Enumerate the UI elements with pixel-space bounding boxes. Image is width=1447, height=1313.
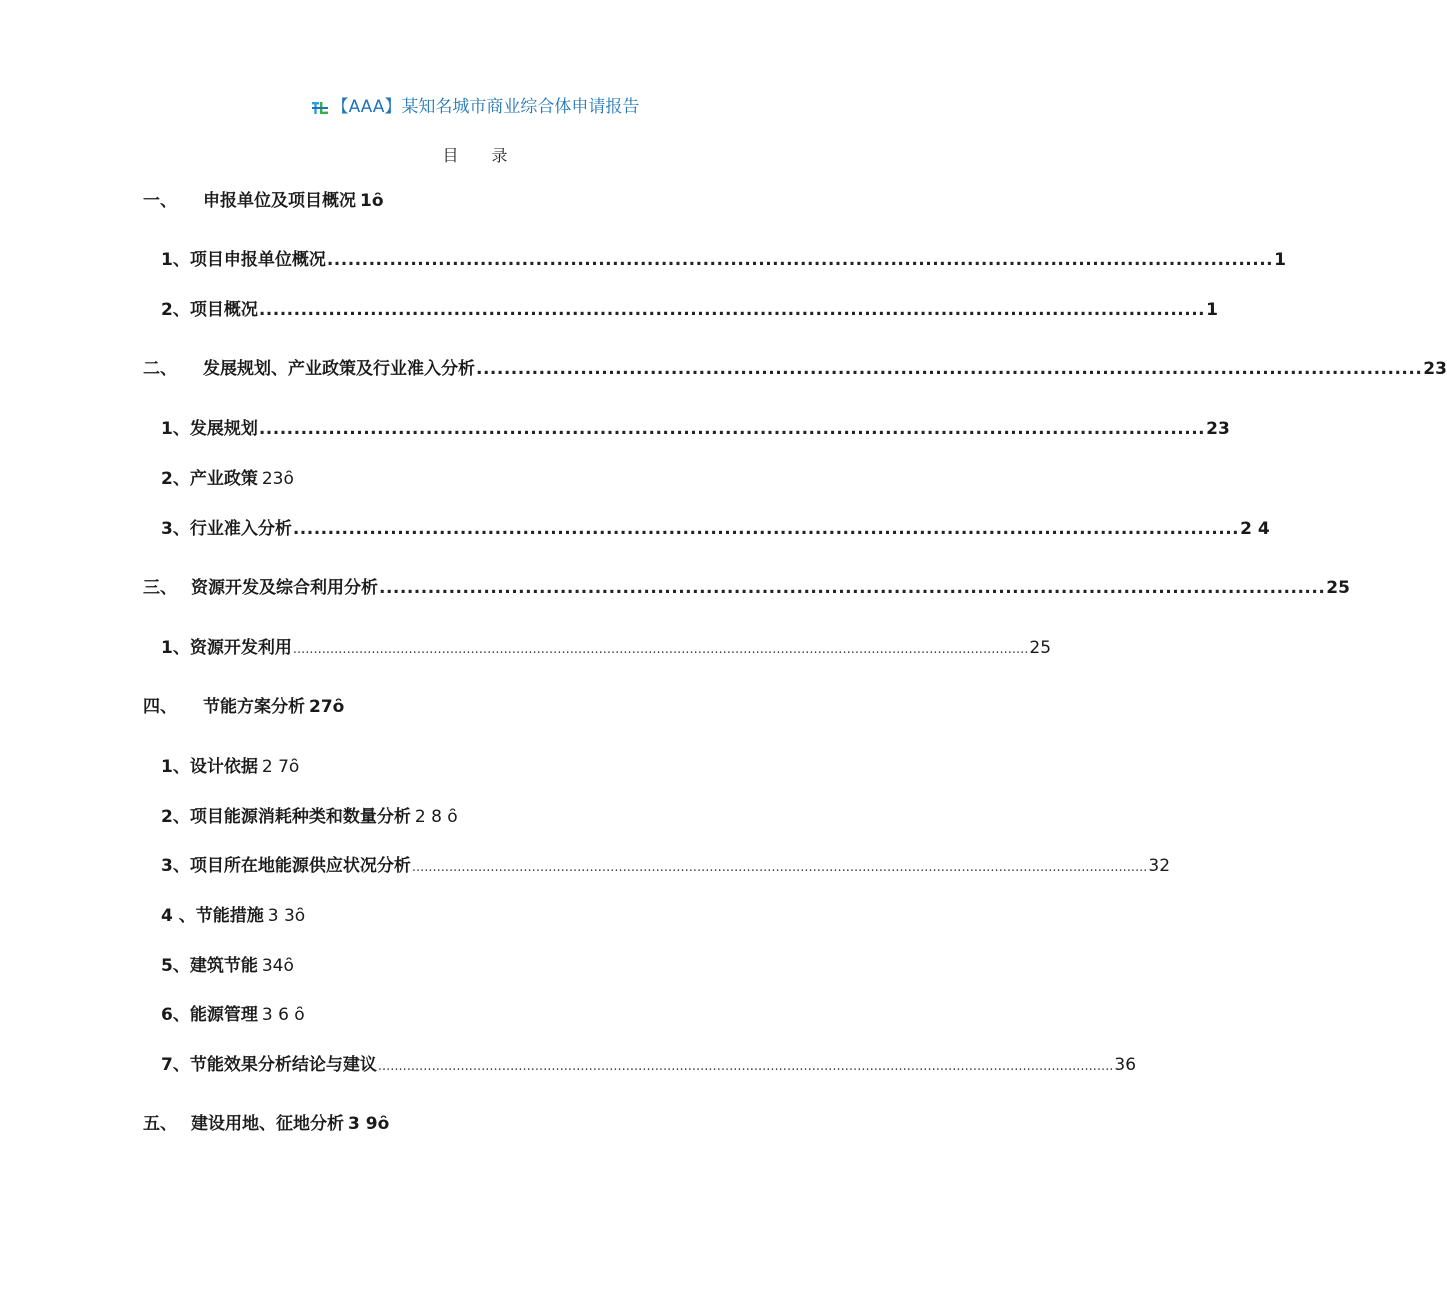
toc-entry-1-2[interactable] bbox=[161, 298, 1218, 322]
toc-entry-4-4[interactable] bbox=[161, 904, 305, 928]
toc-entry-label: 行业准入分析 bbox=[189, 519, 292, 539]
toc-entry-4-3[interactable] bbox=[161, 854, 1171, 880]
toc-entry-1-1[interactable] bbox=[161, 248, 1286, 272]
toc-entry-number: 2、 bbox=[161, 807, 190, 827]
toc-entry-number: 一、 bbox=[143, 191, 177, 211]
toc-entry-page: 2 4 bbox=[1240, 519, 1270, 539]
toc-entry-label: 建筑节能 bbox=[189, 956, 258, 976]
toc-entry-number: 4 、 bbox=[161, 906, 196, 926]
toc-entry-3-1[interactable] bbox=[161, 636, 1052, 662]
toc-entry-section-2[interactable] bbox=[143, 357, 1447, 381]
toc-entry-number: 二、 bbox=[143, 359, 177, 379]
toc-entry-number: 1、 bbox=[161, 419, 190, 439]
toc-entry-label: 能源管理 bbox=[189, 1005, 258, 1025]
toc-entry-2-1[interactable] bbox=[161, 417, 1230, 441]
toc-leader-dots: ........................................................................................................................................ bbox=[292, 519, 1240, 539]
toc-entry-page: 3 6 ȏ bbox=[261, 1005, 305, 1025]
document-header bbox=[0, 92, 950, 120]
toc-entry-number: 6、 bbox=[161, 1005, 190, 1025]
toc-entry-page: 34ȏ bbox=[261, 956, 294, 976]
toc-entry-section-3[interactable] bbox=[143, 576, 1350, 600]
toc-entry-4-6[interactable] bbox=[161, 1003, 305, 1027]
toc-entry-label: 产业政策 bbox=[189, 469, 258, 489]
toc-entry-number: 五、 bbox=[143, 1114, 177, 1134]
toc-leader-dots: .................................................................................................................................................................................. bbox=[292, 642, 1029, 657]
toc-entry-page: 3 3ȏ bbox=[267, 906, 306, 926]
toc-entry-label: 建设用地、征地分析 bbox=[191, 1114, 344, 1134]
toc-entry-label: 项目所在地能源供应状况分析 bbox=[189, 856, 411, 876]
toc-entry-2-3[interactable] bbox=[161, 517, 1270, 541]
toc-entry-page: 27ȏ bbox=[309, 697, 345, 717]
toc-leader-dots: .................................................................................................................................................................................. bbox=[411, 860, 1148, 875]
toc-entry-number: 2、 bbox=[161, 300, 190, 320]
toc-entry-4-7[interactable] bbox=[161, 1053, 1137, 1079]
toc-entry-page: 2 8 ȏ bbox=[414, 807, 458, 827]
toc-entry-page: 1ȏ bbox=[360, 191, 384, 211]
toc-entry-2-2[interactable] bbox=[161, 467, 294, 491]
toc-entry-number: 7、 bbox=[161, 1055, 190, 1075]
document-title: 【AAA】某知名城市商业综合体申请报告 bbox=[331, 97, 640, 117]
toc-entry-label: 发展规划 bbox=[189, 419, 258, 439]
toc-heading: 目 录 bbox=[442, 146, 522, 165]
toc-entry-page: 23 bbox=[1423, 359, 1447, 379]
toc-entry-label: 项目能源消耗种类和数量分析 bbox=[189, 807, 411, 827]
toc-entry-label: 资源开发及综合利用分析 bbox=[191, 578, 378, 598]
toc-leader-dots: ........................................................................................................................................ bbox=[258, 300, 1206, 320]
toc-entry-label: 申报单位及项目概况 bbox=[203, 191, 356, 211]
toc-entry-page: 36 bbox=[1114, 1055, 1137, 1075]
toc-leader-dots: ........................................................................................................................................ bbox=[258, 419, 1206, 439]
toc-entry-label: 项目概况 bbox=[189, 300, 258, 320]
toc-entry-page: 3 9ȏ bbox=[348, 1114, 390, 1134]
toc-entry-label: 节能措施 bbox=[195, 906, 264, 926]
toc-entry-label: 节能方案分析 bbox=[203, 697, 305, 717]
toc-entry-number: 1、 bbox=[161, 757, 190, 777]
toc-entry-number: 3、 bbox=[161, 856, 190, 876]
toc-entry-number: 三、 bbox=[143, 578, 177, 598]
toc-entry-page: 1 bbox=[1274, 250, 1286, 270]
toc-entry-label: 资源开发利用 bbox=[189, 638, 292, 658]
toc-leader-dots: .................................................................................................................................................................................. bbox=[377, 1059, 1114, 1074]
toc-entry-section-5[interactable] bbox=[143, 1112, 389, 1136]
toc-entry-page: 32 bbox=[1148, 856, 1171, 876]
toc-entry-page: 25 bbox=[1029, 638, 1052, 658]
toc-entry-label: 项目申报单位概况 bbox=[189, 250, 326, 270]
toc-entry-page: 1 bbox=[1206, 300, 1218, 320]
toc-entry-page: 23ȏ bbox=[261, 469, 294, 489]
toc-entry-page: 2 7ȏ bbox=[261, 757, 300, 777]
toc-entry-number: 2、 bbox=[161, 469, 190, 489]
company-logo-icon bbox=[311, 100, 329, 120]
toc-entry-4-1[interactable] bbox=[161, 755, 299, 779]
toc-entry-section-4[interactable] bbox=[143, 695, 344, 719]
toc-entry-number: 四、 bbox=[143, 697, 177, 717]
toc-entry-4-2[interactable] bbox=[161, 805, 458, 829]
toc-entry-number: 1、 bbox=[161, 638, 190, 658]
toc-entry-label: 发展规划、产业政策及行业准入分析 bbox=[203, 359, 475, 379]
toc-entry-number: 1、 bbox=[161, 250, 190, 270]
toc-entry-number: 3、 bbox=[161, 519, 190, 539]
toc-entry-page: 23 bbox=[1206, 419, 1230, 439]
toc-entry-number: 5、 bbox=[161, 956, 190, 976]
toc-leader-dots: ........................................................................................................................................ bbox=[476, 359, 1423, 379]
toc-entry-page: 25 bbox=[1326, 578, 1350, 598]
toc-entry-label: 节能效果分析结论与建议 bbox=[189, 1055, 377, 1075]
toc-entry-4-5[interactable] bbox=[161, 954, 294, 978]
toc-leader-dots: ........................................................................................................................................ bbox=[326, 250, 1274, 270]
toc-leader-dots: ........................................................................................................................................ bbox=[379, 578, 1326, 598]
toc-entry-section-1[interactable] bbox=[143, 189, 384, 213]
toc-entry-label: 设计依据 bbox=[189, 757, 258, 777]
